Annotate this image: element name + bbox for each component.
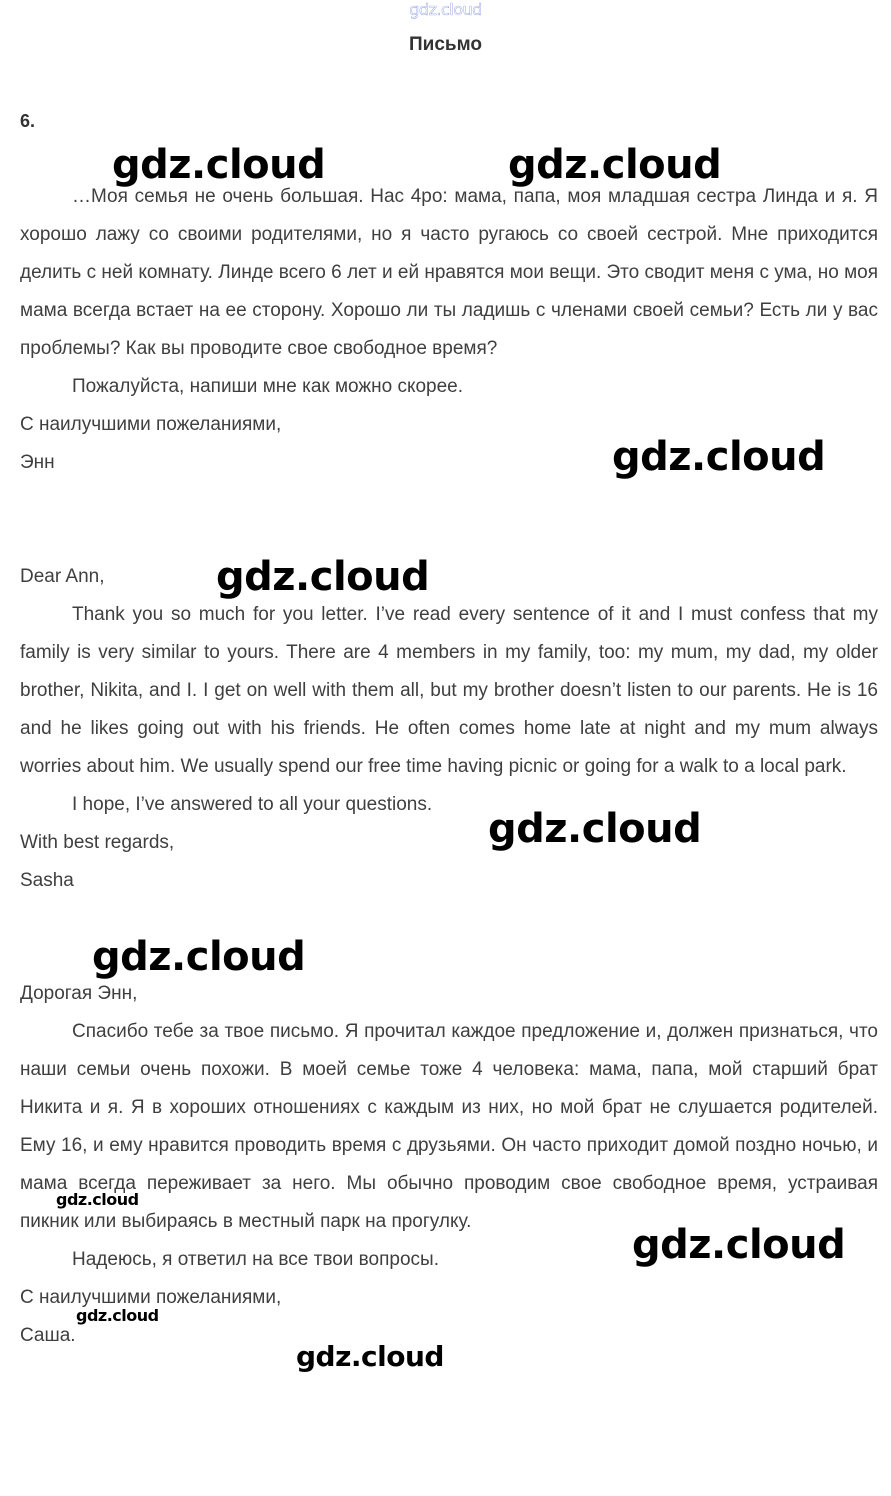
page-title: Письмо bbox=[409, 34, 482, 55]
watermark: gdz.cloud bbox=[112, 142, 326, 188]
russian-letter-request: Пожалуйста, напиши мне как можно скорее. bbox=[72, 376, 464, 397]
watermark: gdz.cloud bbox=[216, 554, 430, 600]
watermark: gdz.cloud bbox=[56, 1190, 139, 1209]
russian-reply-hope: Надеюсь, я ответил на все твои вопросы. bbox=[72, 1249, 439, 1270]
task-number: 6. bbox=[20, 111, 36, 131]
english-reply bbox=[20, 558, 878, 900]
russian-reply-signature: Саша. bbox=[20, 1325, 76, 1346]
watermark: gdz.cloud bbox=[612, 434, 826, 480]
russian-reply-closing: С наилучшими пожеланиями, bbox=[20, 1287, 282, 1308]
english-reply-closing: With best regards, bbox=[20, 832, 175, 853]
russian-reply bbox=[20, 975, 878, 1355]
site-logo: gdz.cloud bbox=[409, 0, 482, 19]
russian-reply-paragraph: Спасибо тебе за твое письмо. Я прочитал каждое предложение и, должен признаться, что наши семьи очень похожи. В моей семье тоже 4 человека: мама, папа, мой старший брат Никита и я. Я в хороших отношениях с каждым из них, но мой брат не слушается родителей. Ему 16, и ему нравится проводить время с друзьями. Он часто приходит домой поздно ночью, и мама всегда переживает за него. Мы обычно проводим свое свободное время, устраивая пикник или выбираясь в местный парк на прогулку. bbox=[20, 1021, 878, 1232]
watermark: gdz.cloud bbox=[508, 142, 722, 188]
russian-letter-closing: С наилучшими пожеланиями, bbox=[20, 414, 282, 435]
english-reply-signature: Sasha bbox=[20, 870, 74, 891]
watermark: gdz.cloud bbox=[488, 806, 702, 852]
watermark: gdz.cloud bbox=[632, 1222, 846, 1268]
russian-letter-paragraph: …Моя семья не очень большая. Нас 4ро: мама, папа, моя младшая сестра Линда и я. Я хорошо лажу со своими родителями, но я часто ругаюсь со своей сестрой. Мне приходится делить с ней комнату. Линде всего 6 лет и ей нравятся мои вещи. Это сводит меня с ума, но моя мама всегда встает на ее сторону. Хорошо ли ты ладишь с членами своей семьи? Есть ли у вас проблемы? Как вы проводите свое свободное время? bbox=[20, 186, 878, 359]
english-reply-greeting: Dear Ann, bbox=[20, 566, 105, 587]
english-reply-paragraph: Thank you so much for you letter. I’ve read every sentence of it and I must confess that my family is very similar to yours. There are 4 members in my family, too: my mum, my dad, my older brother, Nikita, and I. I get on well with them all, but my brother doesn’t listen to our parents. He is 16 and he likes going out with his friends. He often comes home late at night and my mum always worries about him. We usually spend our free time having picnic or going for a walk to a local park. bbox=[20, 604, 878, 777]
watermark: gdz.cloud bbox=[92, 934, 306, 980]
russian-letter-signature: Энн bbox=[20, 452, 55, 473]
watermark: gdz.cloud bbox=[296, 1340, 444, 1373]
english-reply-hope: I hope, I’ve answered to all your questions. bbox=[72, 794, 433, 815]
russian-reply-greeting: Дорогая Энн, bbox=[20, 983, 138, 1004]
watermark: gdz.cloud bbox=[76, 1306, 159, 1325]
